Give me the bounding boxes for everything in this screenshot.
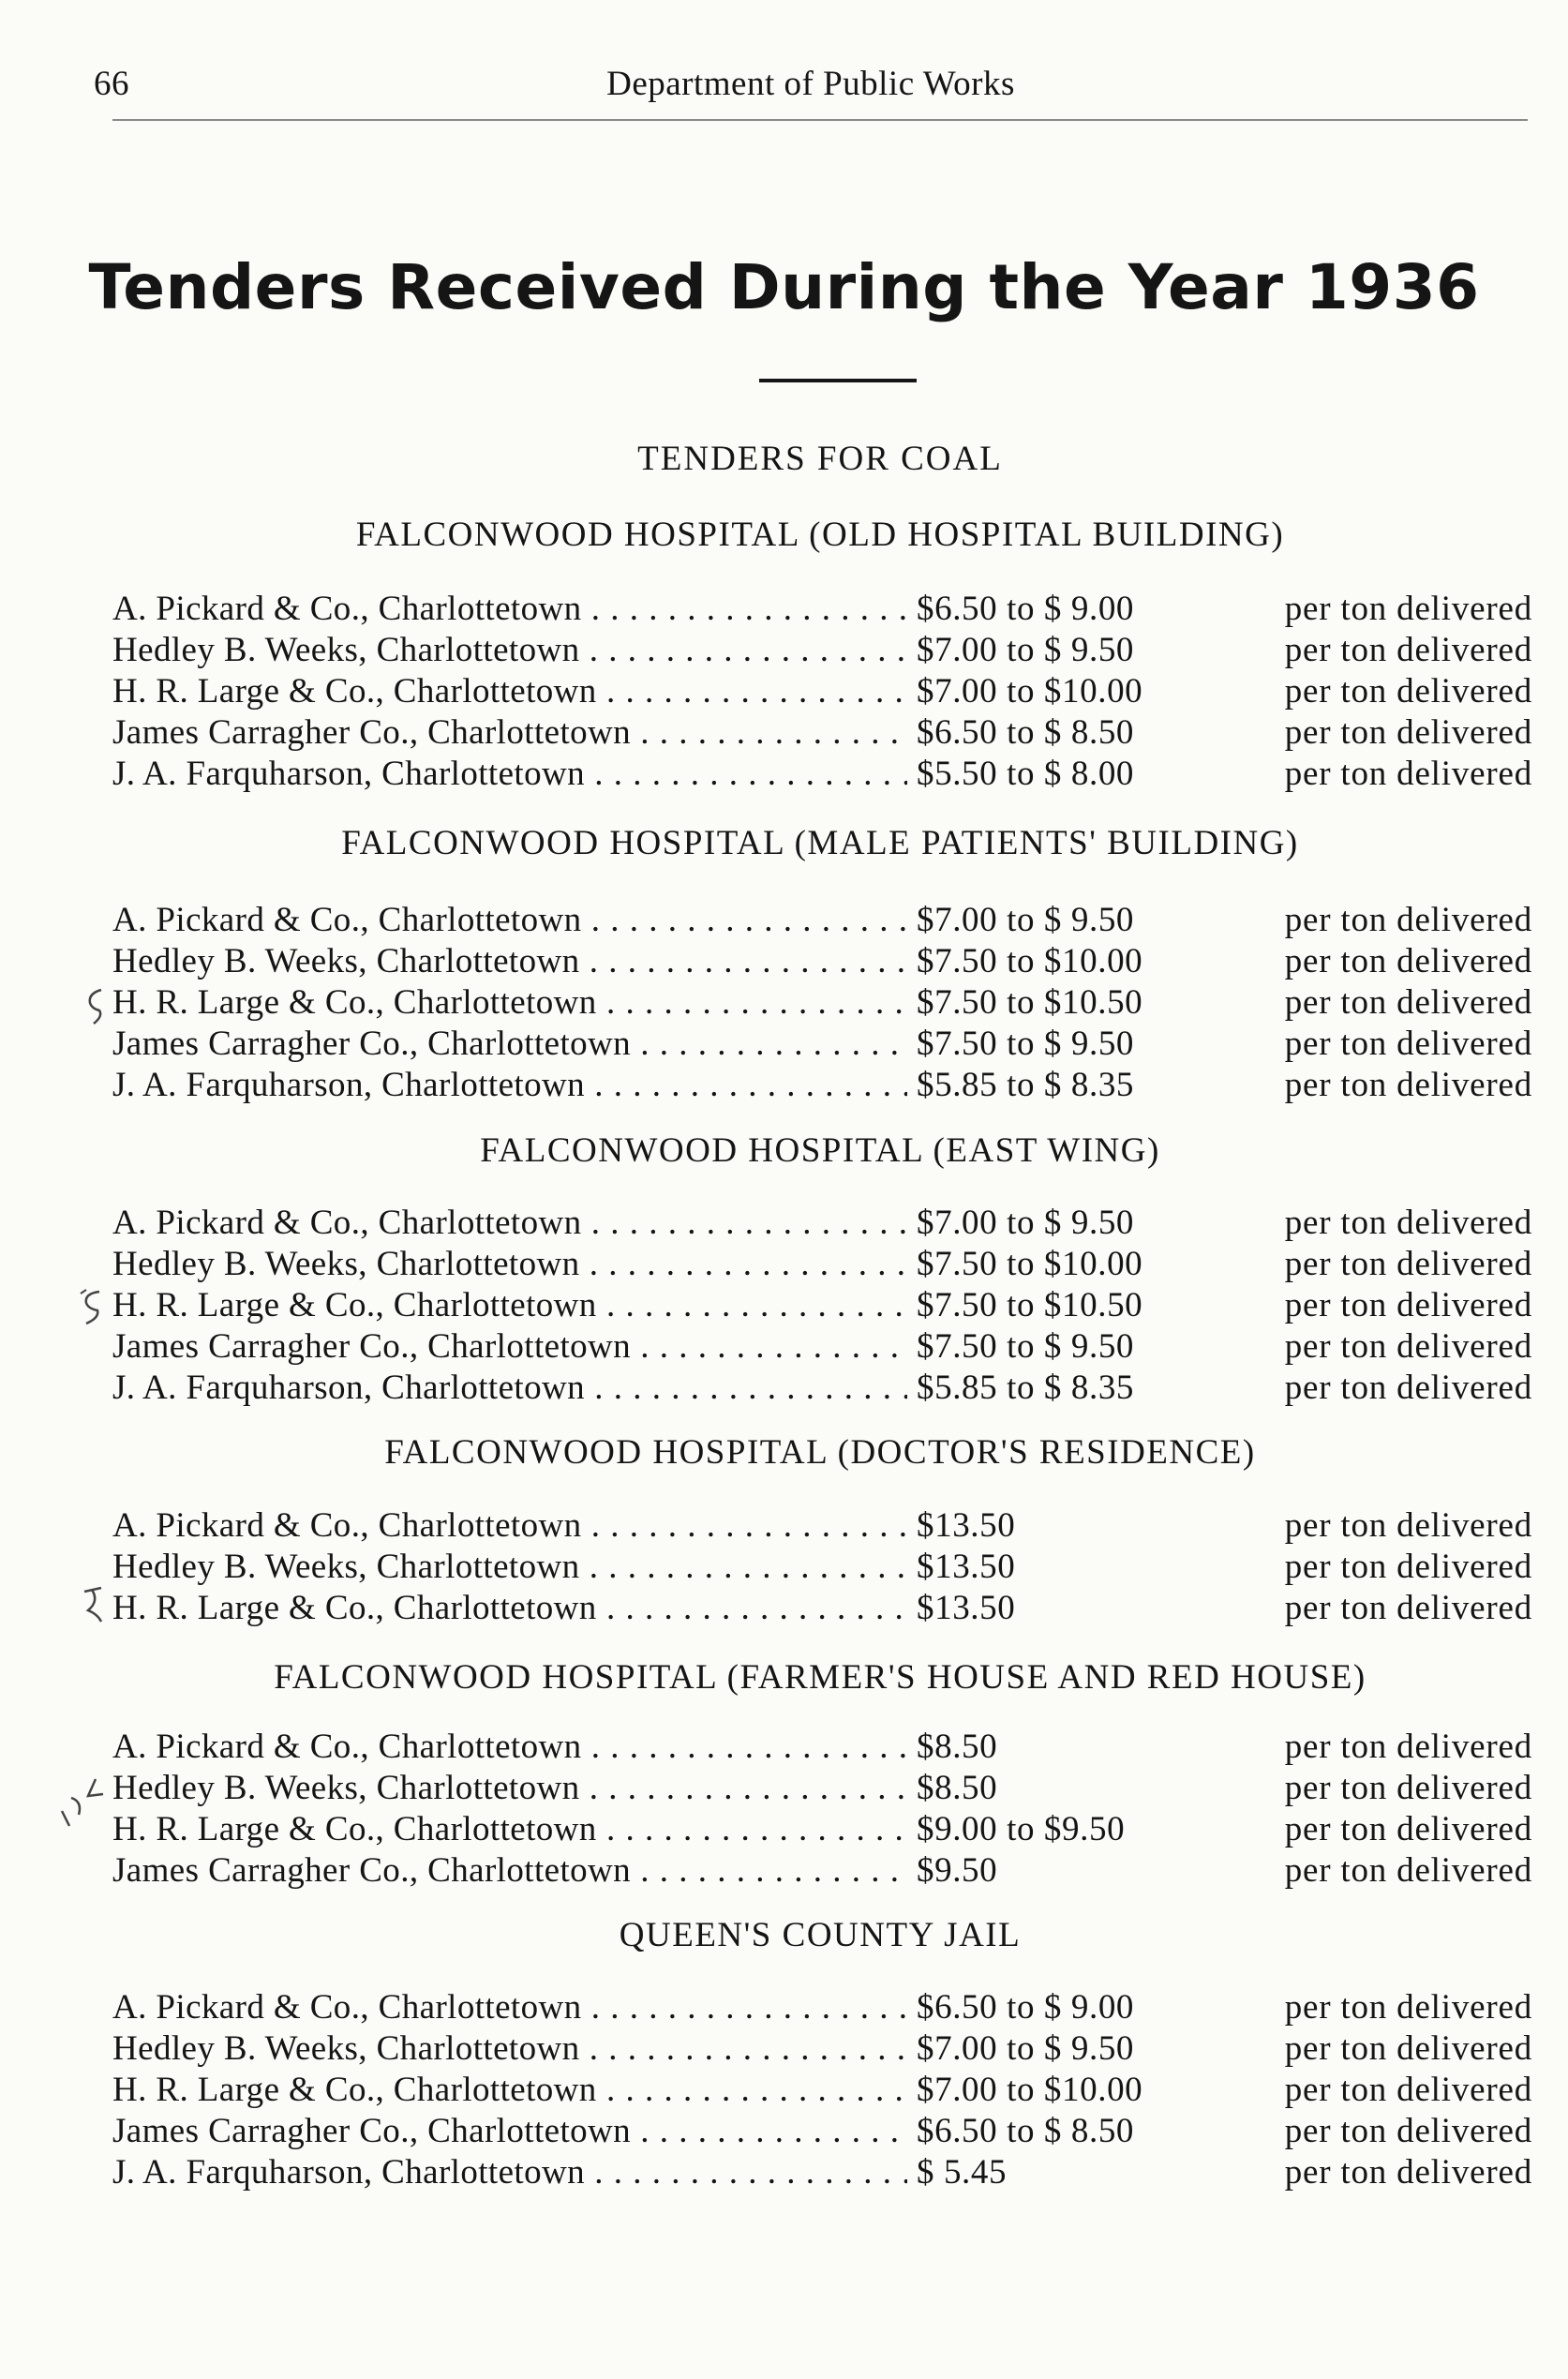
- tender-price: $6.50 to $ 8.50: [907, 2111, 1317, 2152]
- tenderer-name: Hedley B. Weeks, Charlottetown . . .: [112, 1768, 907, 1809]
- tender-unit: per ton delivered: [1284, 1286, 1532, 1324]
- tender-price: $7.00 to $ 9.50: [907, 630, 1317, 671]
- tender-price: $5.85 to $ 8.35: [907, 1368, 1317, 1409]
- tender-list: [112, 1505, 1532, 1629]
- running-title: Department of Public Works: [606, 65, 1015, 103]
- tenderer-name: A. Pickard & Co., Charlottetown . . .: [112, 1505, 907, 1547]
- tender-unit: per ton delivered: [1284, 1204, 1532, 1242]
- tender-unit: per ton delivered: [1284, 755, 1532, 793]
- tender-row: [112, 2111, 1532, 2152]
- tender-unit: per ton delivered: [1284, 901, 1532, 939]
- tender-row: [112, 982, 1532, 1024]
- tender-price: $6.50 to $ 8.50: [907, 712, 1317, 754]
- tender-list: [112, 1727, 1532, 1892]
- tender-row: [112, 1850, 1532, 1892]
- tender-price: $7.50 to $10.00: [907, 1244, 1317, 1285]
- tender-row: [112, 1285, 1532, 1326]
- tenderer-name: H. R. Large & Co., Charlottetown . . .: [112, 1809, 907, 1850]
- tender-unit: per ton delivered: [1284, 1066, 1532, 1104]
- tender-unit: per ton delivered: [1284, 2029, 1532, 2068]
- tender-row: [112, 1987, 1532, 2028]
- tender-price: $7.00 to $10.00: [907, 671, 1317, 712]
- tender-price: $5.85 to $ 8.35: [907, 1065, 1317, 1106]
- tenderer-name: James Carragher Co., Charlottetown . . .: [112, 1850, 907, 1892]
- section-title: QUEEN'S COUNTY JAIL: [619, 1916, 1022, 1954]
- tender-row: [112, 1809, 1532, 1850]
- tender-unit: per ton delivered: [1284, 1810, 1532, 1848]
- tenderer-name: Hedley B. Weeks, Charlottetown . . .: [112, 941, 907, 982]
- tender-row: [112, 589, 1532, 630]
- tenderer-name: James Carragher Co., Charlottetown . . .: [112, 2111, 907, 2152]
- tenderer-name: J. A. Farquharson, Charlottetown . . .: [112, 1368, 907, 1409]
- tender-unit: per ton delivered: [1284, 631, 1532, 669]
- tender-row: [112, 1727, 1532, 1768]
- tender-row: [112, 754, 1532, 795]
- tenderer-name: Hedley B. Weeks, Charlottetown . . .: [112, 1244, 907, 1285]
- tender-unit: per ton delivered: [1284, 1728, 1532, 1766]
- tenderer-name: Hedley B. Weeks, Charlottetown . . .: [112, 630, 907, 671]
- tenderer-name: J. A. Farquharson, Charlottetown . . .: [112, 754, 907, 795]
- tender-price: $ 5.45: [907, 2152, 1317, 2193]
- tender-row: [112, 1547, 1532, 1588]
- page-number: 66: [94, 65, 129, 103]
- tender-unit: per ton delivered: [1284, 983, 1532, 1022]
- handwritten-margin-mark: [77, 1582, 111, 1627]
- tenderer-name: A. Pickard & Co., Charlottetown . . .: [112, 1203, 907, 1244]
- tender-list: [112, 1203, 1532, 1409]
- tender-row: [112, 2152, 1532, 2193]
- tender-unit: per ton delivered: [1284, 1245, 1532, 1283]
- tenderer-name: Hedley B. Weeks, Charlottetown . . .: [112, 2028, 907, 2070]
- tender-row: [112, 671, 1532, 712]
- tenderer-name: H. R. Large & Co., Charlottetown . . .: [112, 2070, 907, 2111]
- tender-row: [112, 1368, 1532, 1409]
- tenderer-name: A. Pickard & Co., Charlottetown . . .: [112, 1727, 907, 1768]
- tender-price: $9.00 to $9.50: [907, 1809, 1317, 1850]
- tender-unit: per ton delivered: [1284, 1506, 1532, 1545]
- tenderer-name: H. R. Large & Co., Charlottetown . . .: [112, 1285, 907, 1326]
- tender-price: $13.50: [907, 1547, 1317, 1588]
- tender-price: $8.50: [907, 1768, 1317, 1809]
- tender-price: $9.50: [907, 1850, 1317, 1892]
- tender-price: $7.00 to $ 9.50: [907, 1203, 1317, 1244]
- tender-row: [112, 941, 1532, 982]
- tenderer-name: A. Pickard & Co., Charlottetown . . .: [112, 900, 907, 941]
- section-title: FALCONWOOD HOSPITAL (MALE PATIENTS' BUILDING): [341, 824, 1299, 862]
- section-title: FALCONWOOD HOSPITAL (FARMER'S HOUSE AND RED HOUSE): [274, 1658, 1366, 1697]
- tenderer-name: Hedley B. Weeks, Charlottetown . . .: [112, 1547, 907, 1588]
- tender-price: $8.50: [907, 1727, 1317, 1768]
- tender-row: [112, 900, 1532, 941]
- tender-price: $7.50 to $ 9.50: [907, 1024, 1317, 1065]
- tenderer-name: A. Pickard & Co., Charlottetown . . .: [112, 1987, 907, 2028]
- page-title: Tenders Received During the Year 1936: [88, 251, 1480, 323]
- tender-row: [112, 1588, 1532, 1629]
- tender-list: [112, 1987, 1532, 2193]
- tenderer-name: H. R. Large & Co., Charlottetown . . .: [112, 1588, 907, 1629]
- tenderer-name: H. R. Large & Co., Charlottetown . . .: [112, 671, 907, 712]
- tender-unit: per ton delivered: [1284, 942, 1532, 980]
- tenders-heading: TENDERS FOR COAL: [637, 440, 1003, 478]
- tender-row: [112, 1024, 1532, 1065]
- tender-price: $7.00 to $ 9.50: [907, 2028, 1317, 2070]
- tender-unit: per ton delivered: [1284, 713, 1532, 752]
- tender-unit: per ton delivered: [1284, 1769, 1532, 1807]
- tender-price: $7.50 to $ 9.50: [907, 1326, 1317, 1368]
- tender-unit: per ton delivered: [1284, 2071, 1532, 2109]
- tender-price: $6.50 to $ 9.00: [907, 1987, 1317, 2028]
- tender-row: [112, 1244, 1532, 1285]
- tenderer-name: James Carragher Co., Charlottetown . . .: [112, 1326, 907, 1368]
- section-title: FALCONWOOD HOSPITAL (DOCTOR'S RESIDENCE): [384, 1433, 1256, 1472]
- running-head: [94, 64, 1528, 111]
- tenderer-name: A. Pickard & Co., Charlottetown . . .: [112, 589, 907, 630]
- tender-unit: per ton delivered: [1284, 1369, 1532, 1407]
- tender-row: [112, 1768, 1532, 1809]
- tender-row: [112, 2028, 1532, 2070]
- tender-unit: per ton delivered: [1284, 1025, 1532, 1063]
- tenderer-name: H. R. Large & Co., Charlottetown . . .: [112, 982, 907, 1024]
- tender-price: $7.00 to $10.00: [907, 2070, 1317, 2111]
- tender-price: $7.50 to $10.00: [907, 941, 1317, 982]
- tender-unit: per ton delivered: [1284, 1589, 1532, 1627]
- handwritten-margin-mark: [81, 984, 109, 1029]
- tender-unit: per ton delivered: [1284, 2112, 1532, 2150]
- tender-row: [112, 1203, 1532, 1244]
- handwritten-margin-mark: [51, 1773, 107, 1832]
- tenderer-name: James Carragher Co., Charlottetown . . .: [112, 1024, 907, 1065]
- tender-unit: per ton delivered: [1284, 1988, 1532, 2027]
- tender-price: $6.50 to $ 9.00: [907, 589, 1317, 630]
- tender-unit: per ton delivered: [1284, 2153, 1532, 2192]
- tender-row: [112, 2070, 1532, 2111]
- tender-row: [112, 1065, 1532, 1106]
- tender-row: [112, 1505, 1532, 1547]
- tender-unit: per ton delivered: [1284, 1548, 1532, 1586]
- handwritten-margin-mark: [75, 1284, 107, 1329]
- tender-list: [112, 589, 1532, 795]
- tender-price: $13.50: [907, 1588, 1317, 1629]
- tenderer-name: James Carragher Co., Charlottetown . . .: [112, 712, 907, 754]
- tender-price: $7.50 to $10.50: [907, 1285, 1317, 1326]
- tender-unit: per ton delivered: [1284, 672, 1532, 711]
- tender-unit: per ton delivered: [1284, 590, 1532, 628]
- tender-row: [112, 712, 1532, 754]
- section-title: FALCONWOOD HOSPITAL (OLD HOSPITAL BUILDING): [355, 516, 1285, 554]
- tender-unit: per ton delivered: [1284, 1327, 1532, 1366]
- header-rule: [112, 119, 1528, 121]
- tender-price: $7.50 to $10.50: [907, 982, 1317, 1024]
- tender-price: $5.50 to $ 8.00: [907, 754, 1317, 795]
- section-title: FALCONWOOD HOSPITAL (EAST WING): [480, 1131, 1160, 1170]
- tender-row: [112, 630, 1532, 671]
- tender-row: [112, 1326, 1532, 1368]
- tender-list: [112, 900, 1532, 1106]
- tender-price: $13.50: [907, 1505, 1317, 1547]
- tender-unit: per ton delivered: [1284, 1851, 1532, 1890]
- tenderer-name: J. A. Farquharson, Charlottetown . . .: [112, 1065, 907, 1106]
- tender-price: $7.00 to $ 9.50: [907, 900, 1317, 941]
- tenderer-name: J. A. Farquharson, Charlottetown . . .: [112, 2152, 907, 2193]
- title-rule: [759, 379, 917, 382]
